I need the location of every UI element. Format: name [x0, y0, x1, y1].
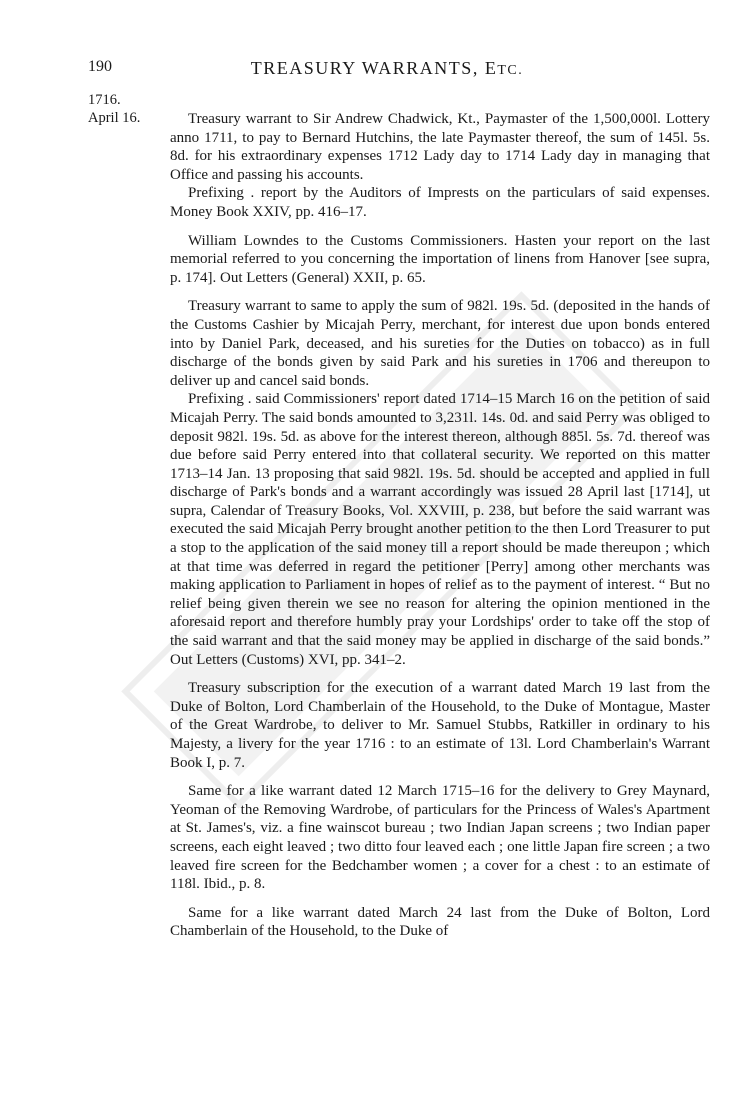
entry-lottery-warrant [170, 110, 710, 222]
entry-paragraph: Treasury subscription for the execution of a warrant dated March 19 last from the Duke of Bolton, Lord Chamberlain of the Household, to the Duke of Montague, Master of the Great Wardrobe, to deliver to Mr. Samuel Stubbs, Ratkiller in ordinary to his Majesty, a livery for the year 1716 : to an estimate of 13l. Lord Chamberlain's Warrant Book I, p. 7. [170, 680, 710, 771]
entry-paragraph: Same for a like warrant dated March 24 last from the Duke of Bolton, Lord Chamberlain of the Household, to the Duke of [170, 904, 710, 940]
page-header [80, 58, 694, 80]
page-body [170, 110, 710, 951]
margin-year: 1716. [88, 92, 121, 108]
entry-paragraph: Treasury warrant to Sir Andrew Chadwick, Kt., Paymaster of the 1,500,000l. Lottery anno 1711, to pay to Bernard Hutchins, the late Paymaster thereof, the sum of 145l. 5s. 8d. for his extraordinary expenses 1712 Lady day to 1714 Lady day in managing that Office and passing his accounts. [170, 111, 710, 183]
entry-perry-warrant [170, 297, 710, 669]
entry-paragraph: Prefixing . report by the Auditors of Imprests on the particulars of said expenses. Money Book XXIV, pp. 416–17. [170, 185, 710, 220]
running-title-main: TREASURY WARRANTS, E [250, 58, 498, 78]
running-title [80, 58, 694, 79]
entry-lowndes-letter [170, 232, 710, 288]
entry-paragraph: Treasury warrant to same to apply the sum of 982l. 19s. 5d. (deposited in the hands of the Customs Cashier by Micajah Perry, merchant, for interest due upon bonds entered into by Daniel Park, deceased, and his sureties for the Duties on tobacco) as in full discharge of the bonds given by said Park and his sureties in 1706 and thereupon to deliver up and cancel said bonds. [170, 298, 710, 389]
margin-date: April 16. [88, 110, 141, 126]
entry-maynard-wardrobe [170, 782, 710, 894]
running-title-small-caps: TC. [497, 63, 524, 78]
entry-bolton-warrant [170, 904, 710, 941]
entry-paragraph: Same for a like warrant dated 12 March 1715–16 for the delivery to Grey Maynard, Yeoman of the Removing Wardrobe, of particulars for the Princess of Wales's Apartment at St. James's, viz. a fine wainscot bureau ; two Indian Japan screens ; two Indian paper screens, each eight leaved ; two ditto four leaved each ; one little Japan fire screen ; a two leaved fire screen for the Bedchamber women ; a cover for a chest : to an estimate of 118l. Ibid., p. 8. [170, 783, 710, 893]
entry-paragraph: Prefixing . said Commissioners' report dated 1714–15 March 16 on the petition of said Micajah Perry. The said bonds amounted to 3,231l. 14s. 0d. and said Perry was obliged to deposit 982l. 19s. 5d. as above for the interest thereon, although 885l. 5s. 7d. thereof was due before said Perry entered into that collateral security. We reported on this matter 1713–14 Jan. 13 proposing that said 982l. 19s. 5d. should be accepted and applied in full discharge of Park's bonds and a warrant accordingly was issued 28 April last [1714], ut supra, Calendar of Treasury Books, Vol. XXVIII, p. 238, but before the said warrant was executed the said Micajah Perry brought another petition to the then Lord Treasurer to put a stop to the application of the said money till a report should be made thereupon ; which at that time was deferred in regard the petitioner [Perry] among other merchants was making application to Parliament in hopes of relief as to the payment of interest. “ But no relief being given therein we see no reason for altering the opinion mentioned in the aforesaid report and therefore humbly pray your Lordships' order to take off the stop of the said warrant and that the said money may be applied in discharge of the said bonds.” Out Letters (Customs) XVI, pp. 341–2. [170, 391, 710, 668]
entry-stubbs-livery [170, 679, 710, 772]
page-number: 190 [88, 58, 112, 75]
entry-paragraph: William Lowndes to the Customs Commissioners. Hasten your report on the last memorial referred to you concerning the importation of linens from Hanover [see supra, p. 174]. Out Letters (General) XXII, p. 65. [170, 232, 710, 286]
